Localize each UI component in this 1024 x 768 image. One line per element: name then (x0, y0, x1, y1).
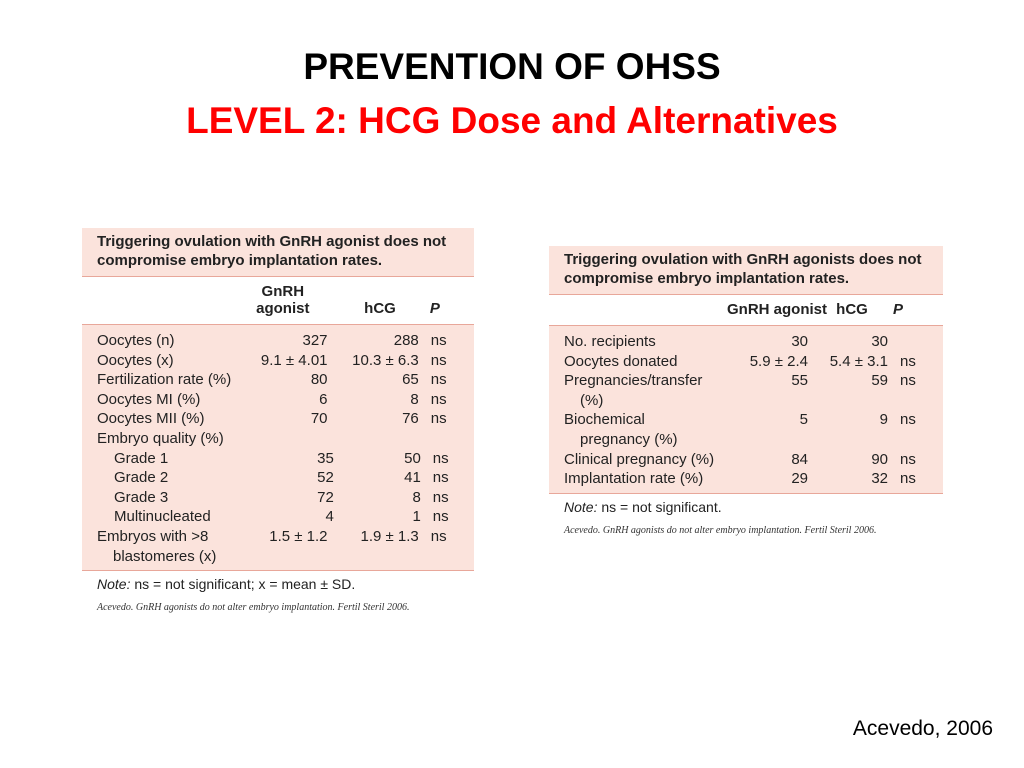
cell-p: ns (430, 371, 447, 389)
cell-p (421, 547, 474, 567)
table-column-header-row (549, 295, 943, 326)
row-label: Clinical pregnancy (%) (564, 450, 715, 468)
cell-agonist: 6 (319, 390, 328, 408)
cell-agonist (263, 547, 334, 567)
cell-hcg: 9 (879, 411, 888, 429)
cell-hcg: 8 (410, 390, 419, 408)
row-label: Multinucleated (114, 508, 211, 526)
row-label: blastomeres (x) (113, 547, 217, 565)
cell-p: ns (430, 332, 447, 349)
column-header-gnrh-agonist: GnRH agonist (727, 301, 827, 318)
cell-agonist (254, 429, 328, 449)
cell-hcg: 90 (871, 450, 888, 468)
cell-p: ns (900, 352, 916, 370)
table-row (549, 410, 943, 430)
row-label: Implantation rate (%) (564, 470, 704, 488)
table-row (549, 469, 943, 489)
cell-hcg: 1 (412, 508, 421, 526)
table-row (549, 332, 943, 352)
row-label: Pregnancies/transfer (564, 372, 703, 390)
cell-p: ns (430, 390, 447, 408)
note-label: Note: (97, 576, 131, 593)
table-row (549, 371, 943, 391)
table-row (82, 547, 474, 567)
cell-p (892, 430, 943, 450)
table-row (82, 370, 474, 390)
row-label: pregnancy (%) (580, 430, 678, 448)
note-text: ns = not significant. (601, 498, 722, 515)
note-label: Note: (564, 498, 598, 515)
cell-p: ns (900, 372, 916, 390)
cell-agonist: 70 (310, 410, 328, 428)
cell-hcg (815, 391, 892, 411)
row-label: Grade 2 (114, 469, 169, 487)
slide-subtitle: LEVEL 2: HCG Dose and Alternatives (186, 100, 838, 141)
row-label: Oocytes donated (564, 352, 678, 370)
cell-hcg: 76 (402, 410, 419, 428)
row-label: Oocytes MII (%) (97, 410, 205, 428)
table-column-header-row (82, 277, 474, 325)
cell-p (888, 332, 940, 352)
table-row (549, 352, 943, 372)
cell-p: ns (900, 470, 916, 488)
row-label: Grade 3 (114, 488, 169, 506)
row-label: Oocytes (n) (97, 332, 175, 349)
cell-hcg: 41 (404, 469, 421, 487)
table-row (82, 507, 474, 527)
column-header-hcg: hCG (364, 300, 396, 317)
cell-agonist: 5.9 ± 2.4 (749, 352, 808, 370)
table-note (82, 571, 474, 593)
row-label: Grade 1 (114, 449, 169, 467)
column-header-gnrh-agonist: GnRH agonist (256, 283, 310, 317)
cell-p: ns (430, 527, 447, 545)
cell-hcg: 5.4 ± 3.1 (829, 352, 888, 370)
cell-hcg: 8 (412, 488, 421, 506)
row-label: No. recipients (564, 333, 656, 350)
cell-agonist: 29 (791, 470, 808, 488)
table-row (82, 527, 474, 547)
cell-agonist: 52 (317, 469, 334, 487)
cell-hcg: 32 (871, 470, 888, 488)
cell-p: ns (900, 450, 916, 468)
cell-hcg: 59 (871, 372, 888, 390)
cell-hcg (815, 430, 892, 450)
table-row (549, 450, 943, 470)
cell-hcg: 10.3 ± 6.3 (352, 351, 419, 369)
cell-agonist: 9.1 ± 4.01 (260, 351, 328, 369)
slide-title: PREVENTION OF OHSS (303, 46, 721, 87)
cell-p (419, 429, 474, 449)
table-row (82, 409, 474, 429)
note-text: ns = not significant; x = mean ± SD. (134, 576, 356, 593)
table-caption: Triggering ovulation with GnRH agonists does not compromise embryo implantation rates. (549, 246, 943, 295)
cell-hcg: 50 (404, 449, 421, 467)
cell-hcg: 65 (402, 371, 419, 389)
cell-agonist (754, 430, 816, 450)
row-label: (%) (580, 391, 604, 409)
column-header-p: P (893, 301, 904, 318)
table-citation: Acevedo. GnRH agonists do not alter embryo implantation. Fertil Steril 2006. (564, 524, 877, 536)
cell-p: ns (430, 351, 447, 369)
row-label: Fertilization rate (%) (97, 371, 232, 389)
table-caption: Triggering ovulation with GnRH agonist does not compromise embryo implantation rates. (82, 228, 474, 277)
cell-hcg: 1.9 ± 1.3 (360, 527, 419, 545)
cell-agonist: 1.5 ± 1.2 (269, 527, 328, 545)
cell-hcg: 30 (871, 333, 888, 350)
table-row (82, 468, 474, 488)
cell-p: ns (432, 449, 449, 467)
cell-p: ns (432, 508, 449, 526)
slide-credit: Acevedo, 2006 (852, 717, 993, 740)
table-embryo-quality (82, 228, 474, 614)
row-label: Embryos with >8 (97, 527, 209, 545)
cell-agonist: 55 (791, 372, 808, 390)
column-header-p: P (429, 300, 440, 317)
cell-agonist (754, 391, 816, 411)
cell-hcg (333, 547, 420, 567)
cell-hcg (328, 429, 419, 449)
row-label: Oocytes (x) (97, 351, 174, 369)
table-row (82, 449, 474, 469)
table-row (82, 351, 474, 371)
cell-p: ns (432, 488, 449, 506)
cell-agonist: 327 (302, 332, 328, 349)
cell-hcg: 288 (393, 332, 419, 349)
table-body (549, 326, 943, 494)
cell-p: ns (900, 411, 916, 429)
cell-p: ns (430, 410, 447, 428)
table-row (82, 331, 474, 351)
cell-agonist: 4 (325, 508, 334, 526)
row-label: Biochemical (564, 411, 645, 429)
table-row (82, 429, 474, 449)
cell-agonist: 35 (317, 449, 334, 467)
table-body (82, 325, 474, 571)
cell-p: ns (432, 469, 449, 487)
table-note (549, 494, 943, 516)
cell-agonist: 80 (310, 371, 328, 389)
table-row (549, 430, 943, 450)
table-citation: Acevedo. GnRH agonists do not alter embryo implantation. Fertil Steril 2006. (97, 602, 410, 614)
cell-agonist: 30 (791, 333, 808, 350)
cell-agonist: 5 (799, 411, 808, 429)
table-row (549, 391, 943, 411)
cell-agonist: 72 (317, 488, 334, 506)
row-label: Embryo quality (%) (97, 429, 224, 447)
table-oocyte-recipients (549, 246, 943, 537)
cell-p (892, 391, 943, 411)
column-header-hcg: hCG (836, 301, 868, 318)
table-row (82, 488, 474, 508)
row-label: Oocytes MI (%) (97, 390, 201, 408)
cell-agonist: 84 (791, 450, 808, 468)
table-row (82, 390, 474, 410)
